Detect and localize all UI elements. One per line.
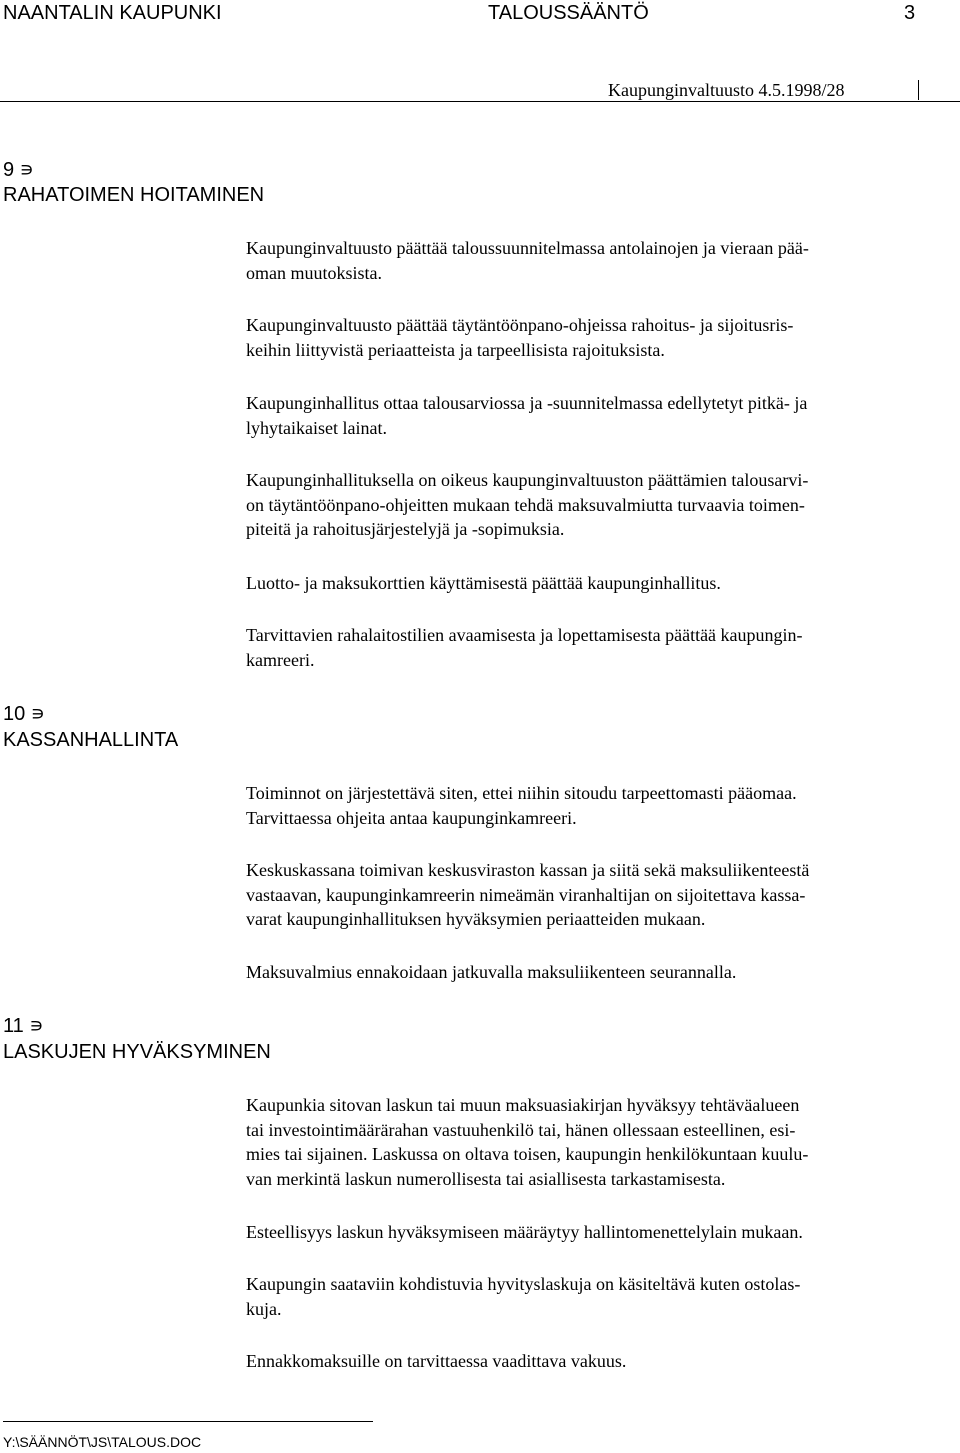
text-line: Tarvittavien rahalaitostilien avaamisesta ja lopettamisesta päättää kaupungin-: [246, 625, 803, 645]
section-9-paragraph-4: [246, 468, 808, 542]
text-line: lyhytaikaiset lainat.: [246, 417, 387, 438]
text-line: Kaupunginvaltuusto päättää täytäntöönpano-ohjeissa rahoitus- ja sijoitusris-: [246, 315, 794, 335]
text-line: vastaavan, kaupunginkamreerin nimeämän viranhaltijan on sijoitettava kassa-: [246, 884, 806, 905]
text-line: Maksuvalmius ennakoidaan jatkuvalla maksuliikenteen seurannalla.: [246, 962, 737, 982]
text-line: kuja.: [246, 1298, 282, 1319]
section-9-paragraph-5: [246, 571, 721, 596]
footer-divider: [3, 1421, 373, 1422]
text-line: mies tai sijainen. Laskussa on oltava toisen, kaupungin henkilökuntaan kuulu-: [246, 1144, 809, 1164]
section-10-number: 10 ∍: [3, 703, 46, 725]
section-11-paragraph-3: [246, 1272, 800, 1321]
section-11-title: LASKUJEN HYVÄKSYMINEN: [3, 1041, 271, 1063]
section-10-title: KASSANHALLINTA: [3, 729, 179, 751]
document-title: TALOUSSÄÄNTÖ: [488, 2, 649, 24]
section-9-paragraph-3: [246, 391, 807, 440]
header-divider: [0, 101, 960, 102]
text-line: Toiminnot on järjestettävä siten, ettei niihin sitoudu tarpeettomasti pääomaa.: [246, 783, 797, 803]
text-line: Kaupunginhallitus ottaa talousarviossa ja -suunnitelmassa edellytetyt pitkä- ja: [246, 393, 808, 413]
section-9-paragraph-1: [246, 236, 809, 285]
text-line: Esteellisyys laskun hyväksymiseen määräytyy hallintomenettelylain mukaan.: [246, 1222, 803, 1242]
section-9-paragraph-2: [246, 313, 793, 362]
header-tab-marker: [918, 80, 919, 100]
text-line: kamreeri.: [246, 649, 315, 670]
text-line: Ennakkomaksuille on tarvittaessa vaadittava vakuus.: [246, 1351, 627, 1371]
section-10-paragraph-3: [246, 960, 736, 985]
text-line: varat kaupunginhallituksen hyväksymien periaatteiden mukaan.: [246, 909, 706, 929]
text-line: Tarvittaessa ohjeita antaa kaupunginkamreeri.: [246, 807, 577, 828]
footer-file-path: Y:\SÄÄNNÖT\JS\TALOUS.DOC: [3, 1434, 202, 1450]
page-number: 3: [904, 2, 916, 24]
approval-reference: Kaupunginvaltuusto 4.5.1998/28: [608, 80, 845, 100]
text-line: Kaupunginvaltuusto päättää taloussuunnitelmassa antolainojen ja vieraan pää-: [246, 238, 809, 258]
text-line: Kaupungin saataviin kohdistuvia hyvityslaskuja on käsiteltävä kuten ostolas-: [246, 1274, 801, 1294]
section-11-paragraph-2: [246, 1220, 803, 1245]
text-line: Kaupunkia sitovan laskun tai muun maksuasiakirjan hyväksyy tehtäväalueen: [246, 1095, 800, 1115]
organization-name: NAANTALIN KAUPUNKI: [3, 2, 222, 24]
text-line: Luotto- ja maksukorttien käyttämisestä päättää kaupunginhallitus.: [246, 573, 721, 593]
text-line: oman muutoksista.: [246, 262, 382, 283]
text-line: van merkintä laskun numerollisesta tai asiallisesta tarkastamisesta.: [246, 1168, 726, 1189]
section-11-paragraph-1: [246, 1093, 808, 1191]
text-line: Keskuskassana toimivan keskusviraston kassan ja siitä sekä maksuliikenteestä: [246, 860, 810, 880]
text-line: keihin liittyvistä periaatteista ja tarpeellisista rajoituksista.: [246, 339, 665, 360]
section-11-paragraph-4: [246, 1349, 626, 1374]
section-10-paragraph-1: [246, 781, 797, 830]
section-9-title: RAHATOIMEN HOITAMINEN: [3, 184, 265, 206]
text-line: on täytäntöönpano-ohjeitten mukaan tehdä maksuvalmiutta turvaavia toimen-: [246, 494, 805, 515]
section-9-paragraph-6: [246, 623, 803, 672]
section-11-number: 11 ∍: [3, 1015, 44, 1037]
text-line: Kaupunginhallituksella on oikeus kaupunginvaltuuston päättämien talousarvi-: [246, 470, 809, 490]
section-9-number: 9 ∍: [3, 159, 35, 181]
text-line: piteitä ja rahoitusjärjestelyjä ja -sopimuksia.: [246, 519, 565, 539]
text-line: tai investointimäärärahan vastuuhenkilö tai, hänen ollessaan esteellinen, esi-: [246, 1119, 796, 1140]
section-10-paragraph-2: [246, 858, 809, 932]
